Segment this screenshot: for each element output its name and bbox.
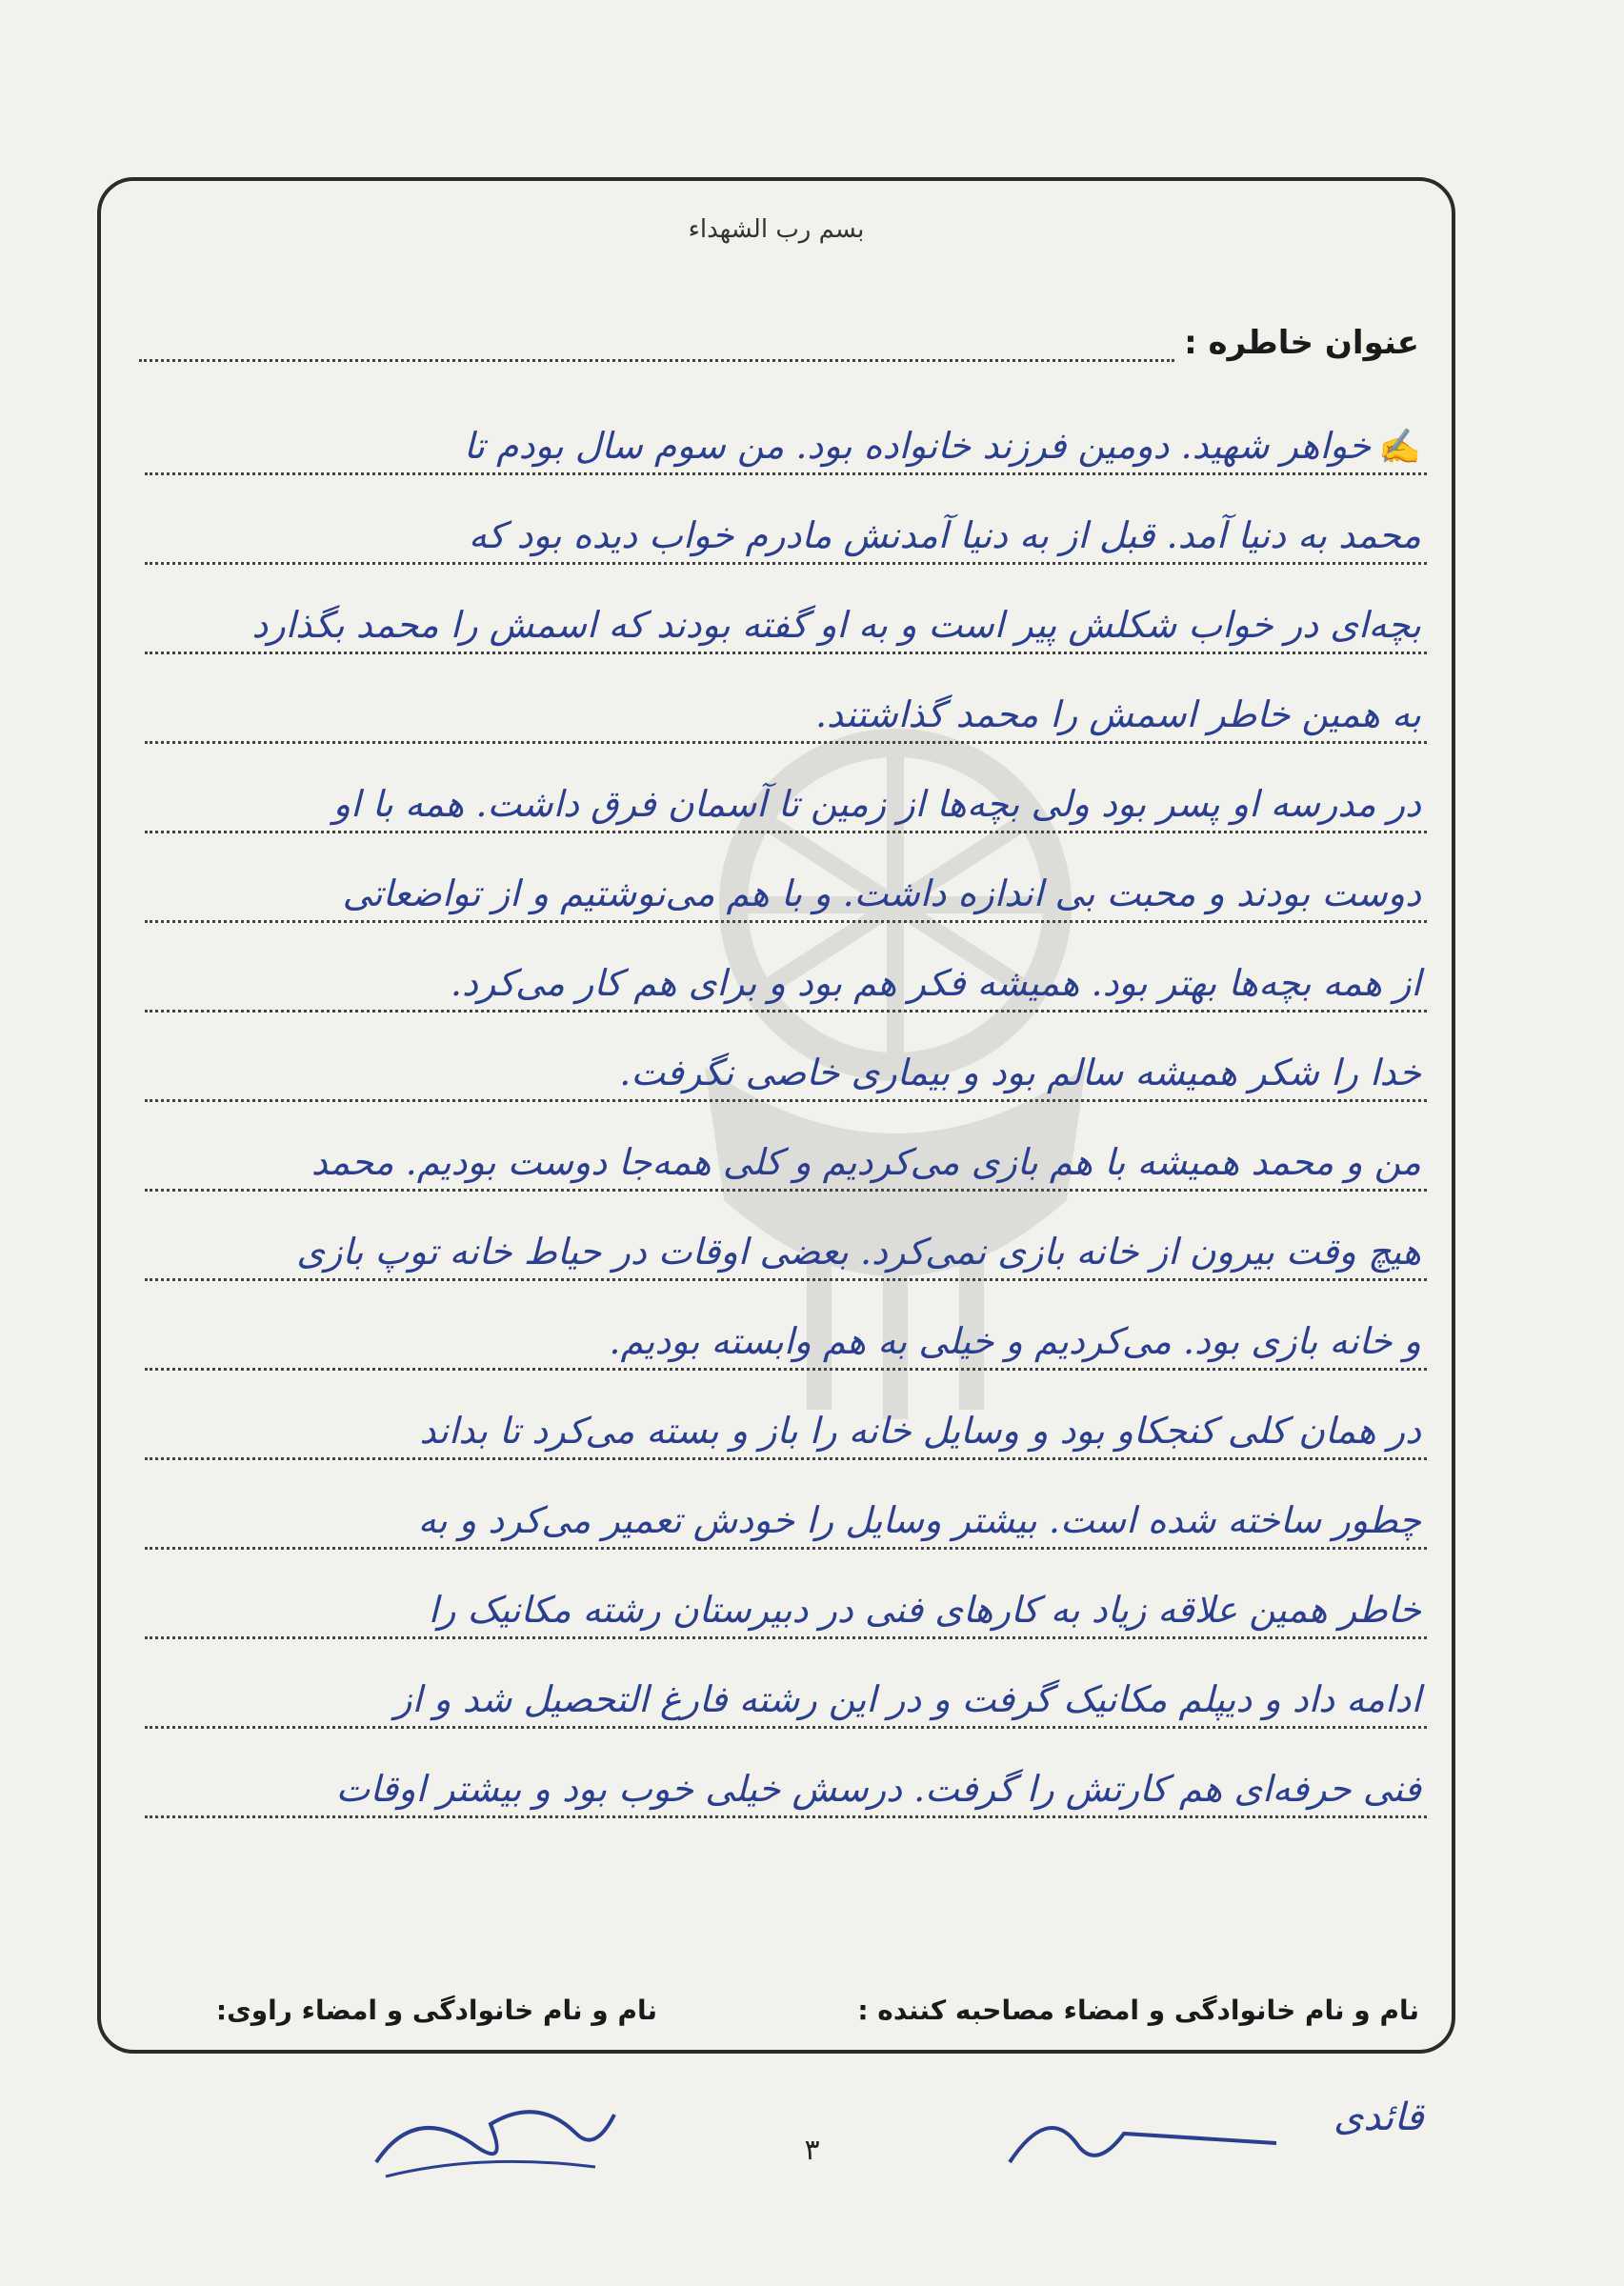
memory-title-row [139,320,1419,362]
handwritten-text [107,1231,1421,1273]
handwritten-text [107,693,1421,735]
handwritten-text [107,1678,1421,1720]
handwritten-line [145,1560,1427,1639]
handwritten-text [107,783,1421,825]
handwritten-line [145,754,1427,833]
interviewer-signature-label: نام و نام خانوادگی و امضاء مصاحبه کننده : [857,1995,1419,2026]
handwritten-text-content: خدا را شکر همیشه سالم بود و بیماری خاصی نگرفت. [619,1052,1421,1093]
handwritten-text-content: خاطر همین علاقه زیاد به کارهای فنی در دبیرستان رشته مکانیک را [428,1589,1421,1631]
handwritten-text [107,1141,1421,1183]
handwritten-text-content: بچه‌ای در خواب شکلش پیر است و به او گفته بودند که اسمش را محمد بگذارد [251,604,1421,646]
pen-icon: ✍ [1378,428,1421,467]
handwritten-text [107,1499,1421,1541]
handwritten-line [145,933,1427,1013]
handwritten-text [107,1320,1421,1362]
handwritten-text-content: دوست بودند و محبت بی اندازه داشت. و با هم می‌نوشتیم و از تواضعاتی [342,872,1421,914]
handwritten-text [107,604,1421,646]
narrator-signature-label: نام و نام خانوادگی و امضاء راوی: [215,1995,657,2026]
handwritten-line [145,1202,1427,1281]
handwritten-line [145,844,1427,923]
handwritten-line [145,1023,1427,1102]
memory-title-field[interactable] [139,340,1174,362]
handwritten-text-content: خواهر شهید. دومین فرزند خانواده بود. من سوم سال بودم تا [463,425,1372,467]
page-number: ٣ [804,2134,820,2167]
handwritten-text-content: هیچ وقت بیرون از خانه بازی نمی‌کرد. بعضی اوقات در حیاط خانه توپ بازی [296,1231,1421,1273]
handwritten-text-content: و خانه بازی بود. می‌کردیم و خیلی به هم وابسته بودیم. [609,1320,1421,1362]
handwritten-text [107,514,1421,556]
handwritten-text [107,872,1421,914]
memory-form-frame [97,177,1455,2054]
handwritten-line [145,1739,1427,1818]
handwritten-text [107,1410,1421,1452]
handwritten-text [107,1768,1421,1810]
handwritten-text-content: من و محمد همیشه با هم بازی می‌کردیم و کلی همه‌جا دوست بودیم. محمد [311,1141,1421,1183]
handwritten-line [145,575,1427,654]
handwritten-text-content: فنی حرفه‌ای هم کارتش را گرفت. درسش خیلی خوب بود و بیشتر اوقات [335,1768,1421,1810]
handwritten-text [107,962,1421,1004]
handwritten-line [145,665,1427,744]
handwritten-line [145,1292,1427,1371]
handwritten-text [107,1052,1421,1093]
handwritten-line [145,1113,1427,1192]
handwritten-line [145,1381,1427,1460]
handwritten-text-content: از همه بچه‌ها بهتر بود. همیشه فکر هم بود و برای هم کار می‌کرد. [450,962,1421,1004]
bismillah-heading: بسم رب الشهداء [688,215,865,244]
handwritten-line [145,1471,1427,1550]
handwritten-line [145,396,1427,475]
handwritten-text-content: ادامه داد و دیپلم مکانیک گرفت و در این رشته فارغ التحصیل شد و از [394,1678,1421,1720]
handwritten-text-content: در مدرسه او پسر بود ولی بچه‌ها از زمین تا آسمان فرق داشت. همه با او [332,783,1421,825]
handwritten-text-content: به همین خاطر اسمش را محمد گذاشتند. [814,693,1421,735]
handwritten-text [107,425,1421,467]
handwritten-text-content: محمد به دنیا آمد. قبل از به دنیا آمدنش مادرم خواب دیده بود که [468,514,1421,556]
handwritten-text [107,1589,1421,1631]
handwritten-text-content: چطور ساخته شده است. بیشتر وسایل را خودش تعمیر می‌کرد و به [417,1499,1421,1541]
handwritten-text-content: در همان کلی کنجکاو بود و وسایل خانه را باز و بسته می‌کرد تا بداند [419,1410,1421,1452]
handwritten-line [145,486,1427,565]
memory-title-label: عنوان خاطره : [1184,324,1419,362]
handwritten-line [145,1650,1427,1729]
signature-name: قائدی [1333,2096,1424,2139]
